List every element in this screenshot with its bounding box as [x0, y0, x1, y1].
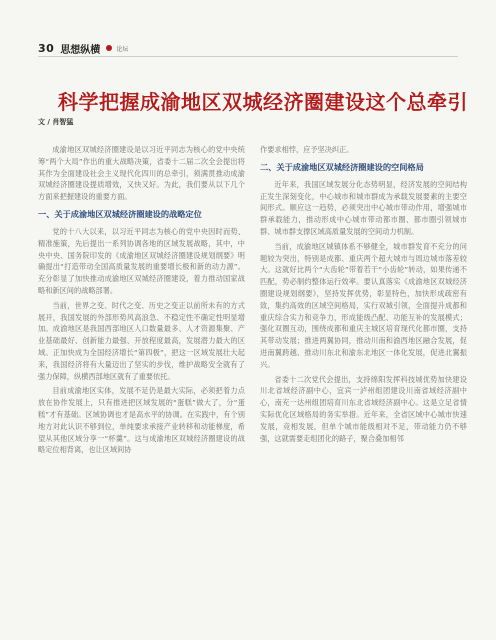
section-name: 思想纵横: [60, 44, 101, 56]
body-paragraph: 目前成渝地区实体，发展不足仍是最大实际，必须把着力点放在协作发展上，只有推进把区域发展的“蛋糕”做大了，分“蛋糕”才有基础。区域协调也才是高水平的协调。在实践中，有个别地方对此认识不够到位，单纯要求承接产业转移和动能梯度，希望从其他区域分享一“杯羹”。这与成渝地区双城经济圈建设的战略定位相背离，也让区域间协: [38, 386, 245, 455]
page-header: [38, 42, 128, 54]
section-heading-1: 一、关于成渝地区双城经济圈建设的战略定位: [38, 208, 202, 219]
body-paragraph: 省委十二次党代会提出，支持绵阳发挥科技城优势加快建设川北省域经济副中心，宜宾一泸州组团建设川南省域经济副中心，南充一达州组团培育川东北省域经济副中心。这是立足省情实际优化区域格局的务实举措。近年来，全省区域中心城市快速发展，竞相发展，但单个城市能级相对不足，带动能力仍不够强，这就需要走组团化的路子，聚合叠加相邻: [260, 374, 467, 443]
subsection-name: 论坛: [116, 45, 129, 53]
body-paragraph: 党的十八大以来，以习近平同志为核心的党中央因时而势、精准施策，先后提出一系列协调各地的区域发展战略，其中，中央中央、国务院印发的《成渝地区双城经济圈建设规划纲要》明确提出“打造带动全国高质量发展的重要增长极和新的动力源”。充分彰显了加快推动成渝地区双城经济圈建设，着力推动国家战略和新区间的战略部署。: [38, 226, 245, 295]
right-column: [260, 144, 467, 447]
section-heading-2: 二、关于成渝地区双城经济圈建设的空间格局: [260, 161, 424, 172]
page-number: 30: [38, 41, 55, 55]
body-paragraph: 当前，世界之变、时代之变、历史之变正以前所未有的方式展开，我国发展的外部形势风高浪急、不稳定性不确定性明显增加。成渝地区是我国西部地区人口数量最多、人才资源集聚、产业基础最好、创新能力最强、开放程度最高，发展潜力最大的区域。正加快成为全国经济增长“第四极”，把这一区域发展壮大起来，我国经济将有大量迈出了坚实的步伐，维护战略安全就有了强力保障，纵横西部地区就有了重要依托。: [38, 300, 245, 381]
bullet-dot-icon: [106, 45, 112, 51]
article-author: 文 / 肖智猛: [38, 118, 74, 126]
left-column: [38, 144, 245, 459]
article-title: 科学把握成渝地区双城经济圈建设这个总牵引: [58, 90, 468, 114]
body-paragraph: 当前，成渝地区城镇体系不够健全，城市群发育不充分的问题较为突出，特别是成都、重庆两个超大城市与周边城市落差较大。这就好比两个“大齿轮”带着若干“小齿轮”转动，如果传递不匹配，势必制约整体运行效率。要认真落实《成渝地区双城经济圈建设规划纲要》，坚持发挥优势，彰显特色，加快形成疏密有致，集约高效的区域空间格局，实行双城引领，全面提升成都和重庆综合实力和竞争力，形成能级凸配、功能互补的发展模式；强化双圈互动，围绕成都和重庆主城区培育现代化都市圈，支持其带动发展；推进两翼协同，推动川南和渝西地区融合发展，促进南翼跨越、推动川东北和渝东北地区一体化发展，促进北翼振兴。: [260, 241, 467, 369]
body-paragraph: 近年来，我国区域发展分化态势明显，经济发展的空间结构正发生深刻变化，中心城市和城市群成为承载发展要素的主要空间形式。顺应这一趋势，必须突出中心城市带动作用，增强城市群承载能力，推动形成中心城市带动都市圈、都市圈引领城市群、城市群支撑区域高质量发展的空间动力机制。: [260, 179, 467, 236]
header-rule: [38, 56, 458, 57]
intro-paragraph: 成渝地区双城经济圈建设是以习近平同志为核心的党中央统筹“两个大局”作出的重大战略决策，省委十二届二次全会提出将其作为全面建设社会主义现代化四川的总牵引，须满贯推动成渝双城经济圈建设提质增效，又快又好。为此，我们要从以下几个方面来把握建设的重要方面。: [38, 145, 245, 202]
body-paragraph-continued: 作要求相悖，应予坚决纠正。: [260, 145, 354, 154]
